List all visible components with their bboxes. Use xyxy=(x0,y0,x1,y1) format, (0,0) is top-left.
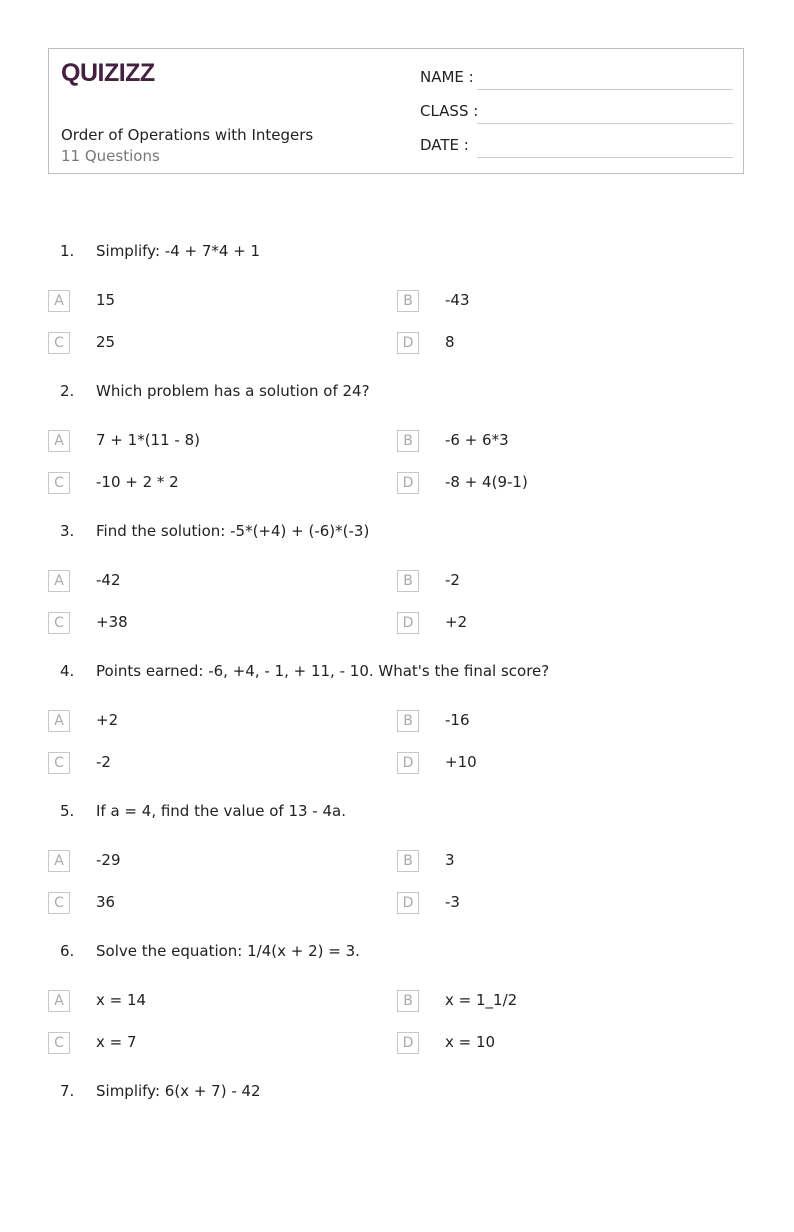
question-text: Simplify: 6(x + 7) - 42 xyxy=(96,1082,261,1100)
option-text: +2 xyxy=(445,613,468,631)
option-letter-box: D xyxy=(397,612,419,634)
question xyxy=(0,802,794,952)
question-text: Solve the equation: 1/4(x + 2) = 3. xyxy=(96,942,360,960)
question-text: Which problem has a solution of 24? xyxy=(96,382,370,400)
question-count: 11 Questions xyxy=(61,147,160,165)
option-letter-box: C xyxy=(48,332,70,354)
option-letter-box: D xyxy=(397,332,419,354)
option-letter-box: B xyxy=(397,850,419,872)
option-letter-box: A xyxy=(48,290,70,312)
option-letter-box: A xyxy=(48,990,70,1012)
option-text: -3 xyxy=(445,893,460,911)
option-text: 25 xyxy=(96,333,116,351)
option-text: 7 + 1*(11 - 8) xyxy=(96,431,200,449)
question xyxy=(0,382,794,532)
option-text: 3 xyxy=(445,851,455,869)
date-line xyxy=(477,157,733,158)
option-letter-box: B xyxy=(397,290,419,312)
option-text: 8 xyxy=(445,333,455,351)
option-letter-box: B xyxy=(397,570,419,592)
option-letter-box: A xyxy=(48,570,70,592)
option-letter-box: C xyxy=(48,472,70,494)
question-number: 5. xyxy=(60,802,75,820)
option-text: -2 xyxy=(96,753,111,771)
option-text: -2 xyxy=(445,571,460,589)
question-text: If a = 4, find the value of 13 - 4a. xyxy=(96,802,346,820)
option-letter-box: C xyxy=(48,892,70,914)
question-number: 4. xyxy=(60,662,75,680)
option-text: -8 + 4(9-1) xyxy=(445,473,528,491)
question-text: Simplify: -4 + 7*4 + 1 xyxy=(96,242,261,260)
question xyxy=(0,242,794,392)
question-number: 1. xyxy=(60,242,75,260)
question-number: 6. xyxy=(60,942,75,960)
option-letter-box: A xyxy=(48,710,70,732)
class-label: CLASS : xyxy=(420,102,479,120)
option-text: -6 + 6*3 xyxy=(445,431,509,449)
date-label: DATE : xyxy=(420,136,469,154)
option-letter-box: B xyxy=(397,710,419,732)
question-number: 3. xyxy=(60,522,75,540)
option-text: -16 xyxy=(445,711,470,729)
option-letter-box: C xyxy=(48,1032,70,1054)
question-text: Points earned: -6, +4, - 1, + 11, - 10. What's the final score? xyxy=(96,662,550,680)
option-text: x = 7 xyxy=(96,1033,137,1051)
option-text: +38 xyxy=(96,613,128,631)
option-text: -42 xyxy=(96,571,121,589)
option-text: x = 10 xyxy=(445,1033,496,1051)
class-line xyxy=(477,123,733,124)
option-letter-box: A xyxy=(48,430,70,452)
option-letter-box: C xyxy=(48,752,70,774)
worksheet-title: Order of Operations with Integers xyxy=(61,126,314,144)
worksheet-header xyxy=(48,48,744,174)
name-label: NAME : xyxy=(420,68,474,86)
option-text: x = 14 xyxy=(96,991,147,1009)
question xyxy=(0,662,794,812)
option-letter-box: B xyxy=(397,990,419,1012)
question-number: 2. xyxy=(60,382,75,400)
option-text: 36 xyxy=(96,893,116,911)
option-letter-box: D xyxy=(397,472,419,494)
question-number: 7. xyxy=(60,1082,75,1100)
question xyxy=(0,1082,794,1232)
name-line xyxy=(477,89,733,90)
option-text: -10 + 2 * 2 xyxy=(96,473,179,491)
option-letter-box: D xyxy=(397,892,419,914)
option-text: +2 xyxy=(96,711,119,729)
quizizz-logo: QUIZIZZ xyxy=(61,59,155,87)
option-letter-box: A xyxy=(48,850,70,872)
option-letter-box: C xyxy=(48,612,70,634)
question xyxy=(0,522,794,672)
option-letter-box: D xyxy=(397,1032,419,1054)
option-text: -43 xyxy=(445,291,470,309)
option-text: +10 xyxy=(445,753,477,771)
option-text: x = 1_1/2 xyxy=(445,991,518,1009)
question-text: Find the solution: -5*(+4) + (-6)*(-3) xyxy=(96,522,370,540)
option-text: -29 xyxy=(96,851,121,869)
option-letter-box: B xyxy=(397,430,419,452)
option-text: 15 xyxy=(96,291,116,309)
option-letter-box: D xyxy=(397,752,419,774)
question xyxy=(0,942,794,1092)
